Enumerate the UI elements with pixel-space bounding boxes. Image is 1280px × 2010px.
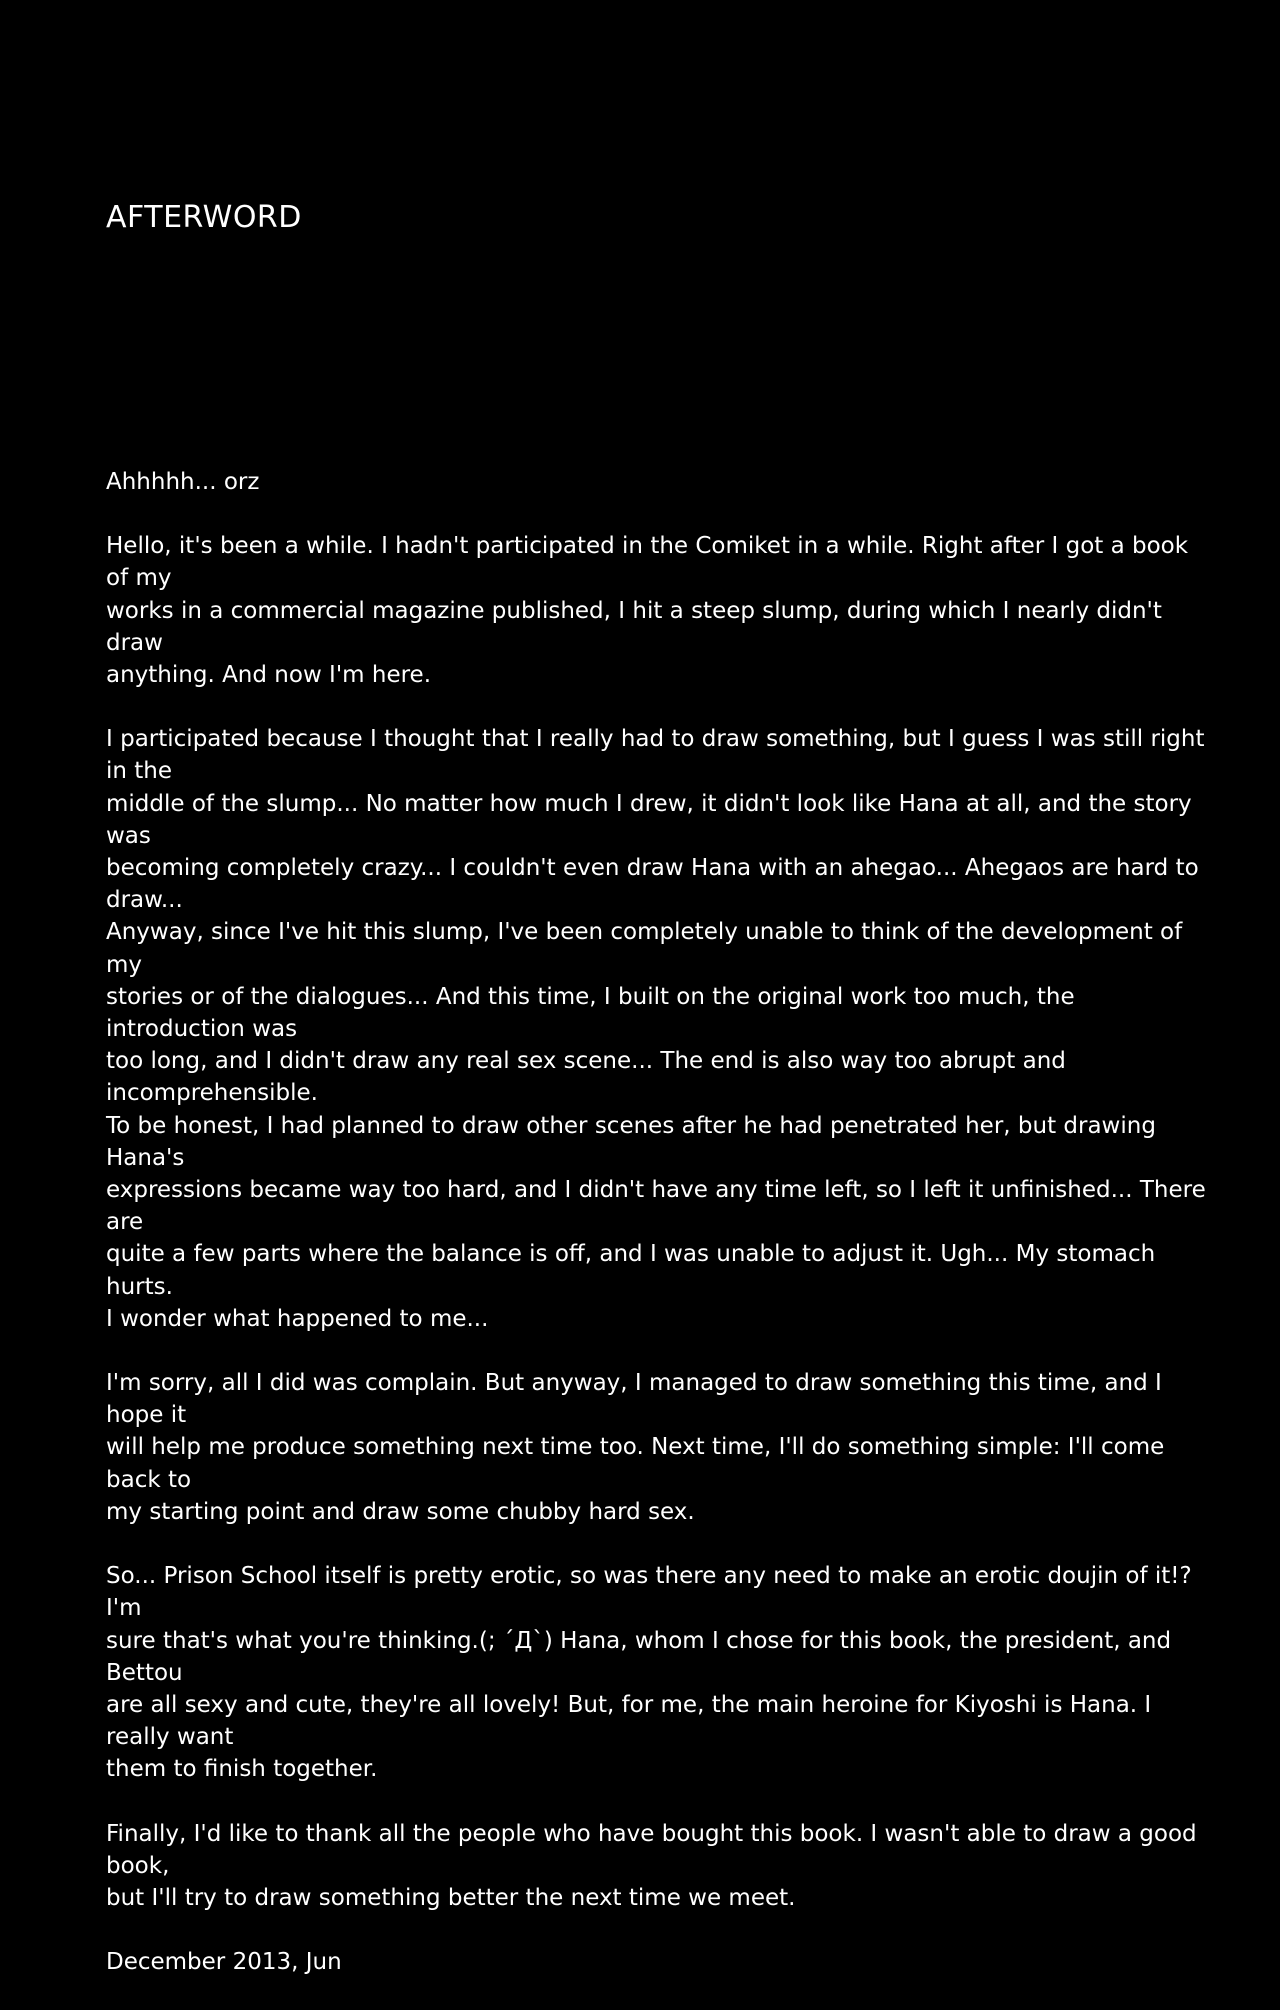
signature-date: December 2013, Jun bbox=[106, 1949, 342, 1976]
paragraph-opening: Ahhhhh... orz bbox=[106, 469, 260, 495]
page-title: AFTERWORD bbox=[106, 200, 302, 235]
paragraph-thanks: Finally, I'd like to thank all the people who have bought this book. I wasn't able to draw a good book, but I'll try to draw something better the next time we meet. bbox=[106, 1820, 1197, 1911]
afterword-body bbox=[106, 466, 1216, 2010]
paragraph-prison-school: So... Prison School itself is pretty erotic, so was there any need to make an erotic doujin of it!? I'm sure that's what you're thinking.(; ´Д`) Hana, whom I chose for this book, the president, and Bettou are all sexy and cute, they're all lovely! But, for me, the main heroine for Kiyoshi is Hana. I really want them to finish together. bbox=[106, 1563, 1192, 1783]
paragraph-greeting: Hello, it's been a while. I hadn't participated in the Comiket in a while. Right after I got a book of my works in a commercial magazine published, I hit a steep slump, during which I nearly didn't draw anything. And now I'm here. bbox=[106, 533, 1189, 689]
paragraph-slump: I participated because I thought that I really had to draw something, but I guess I was still right in the middle of the slump... No matter how much I drew, it didn't look like Hana at all, and the story was becoming completely crazy... I couldn't even draw Hana with an ahegao... Ahegaos are hard to draw... Anyway, since I've hit this slump, I've been completely unable to think of the development of my stories or of the dialogues... And this time, I built on the original work too much, the introduction was too long, and I didn't draw any real sex scene... The end is also way too abrupt and incomprehensible. To be honest, I had planned to draw other scenes after he had penetrated her, but drawing Hana's expressions became way too hard, and I didn't have any time left, so I left it unfinished... There are quite a few parts where the balance is off, and I was unable to adjust it. Ugh... My stomach hurts. I wonder what happened to me... bbox=[106, 726, 1206, 1332]
paragraph-apology: I'm sorry, all I did was complain. But anyway, I managed to draw something this time, and I hope it will help me produce something next time too. Next time, I'll do something simple: I'll come back to my starting point and draw some chubby hard sex. bbox=[106, 1370, 1165, 1525]
